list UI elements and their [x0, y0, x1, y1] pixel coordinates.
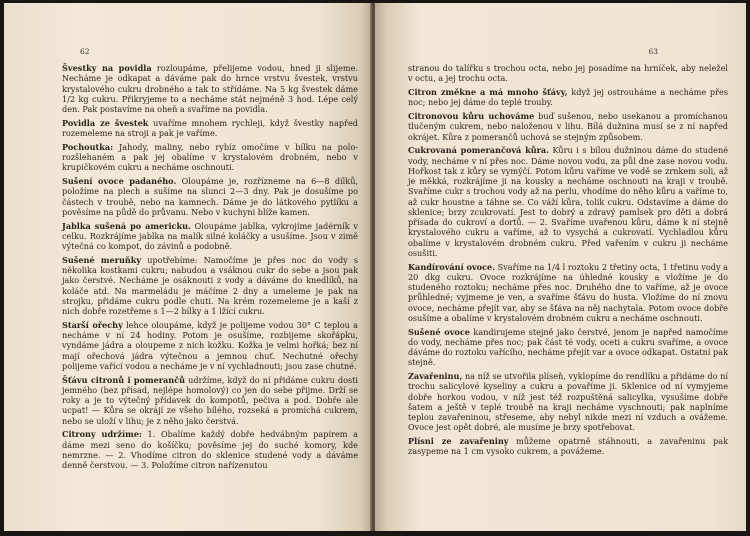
paragraph-heading: Cukrovaná pomerančová kůra.: [408, 145, 549, 156]
left-page: [4, 3, 372, 531]
paragraph-heading: Citrony udržíme:: [62, 429, 142, 440]
paragraph: [408, 145, 728, 258]
paragraph: [62, 176, 358, 217]
paragraph-heading: Šťávu citronů i pomerančů: [62, 374, 186, 385]
paragraph-body: rozloupáme, přelijeme vodou, hned ji slijeme. Necháme je odkapat a dáváme pak do hrnce vrstvu švestek, vrstvu krystalového cukru drobného a tak to střídáme. Na 5 kg švestek dáme 1/2 kg cukru. Přikryjeme to a necháme stát nejméně 3 hod. Lépe celý den. Pak postavíme na oheň a svaříme na povidla.: [62, 63, 358, 114]
paragraph-heading: Povidla ze švestek: [62, 117, 149, 128]
paragraph-body: buď sušenou, nebo usekanou a promíchanou tlučeným cukrem, nebo naloženou v lihu. Bílá dužnina musí se z ní napřed okrájet. Kůra z pomerančů uchová se stejným způsobem.: [408, 111, 728, 142]
paragraph-heading: Pochoutka:: [62, 141, 114, 152]
paragraph-body: uvaříme mnohem rychleji, když švestky napřed rozemeleme na stroji a pak je vaříme.: [62, 117, 358, 138]
paragraph-body: Oloupáme jablka, vykrojíme jadérník v celku. Rozkrájíme jablka na malík silné koláčky a usušíme. Jsou v zimě výtečná co kompot, do závinů a podobně.: [62, 220, 358, 251]
paragraph-body: když jej ostrouháme a necháme přes noc; nebo jej dáme do teplé trouby.: [408, 87, 728, 108]
paragraph-heading: Sušení ovoce padaného.: [62, 176, 177, 186]
book-spread: [4, 3, 746, 531]
paragraph: [408, 371, 728, 433]
paragraph-heading: Zavařeninu,: [408, 371, 463, 381]
paragraph-body: upotřebíme: Namočíme je přes noc do vody s několika kostkami cukru; nabudou a vsáknou cukr do sebe a jsou pak jako čerstvé. Necháme je osáknouti z vody a dáváme do knedlíků, na koláče atd. Na marmeládu je máčíme 2 dny a umeleme je pak na strojku, přidáme cukru podle chuti. Na krém rozemeleme je a kaší z nich dobře rozetřeme s 1—2 bílky a 1 lžící cukru.: [62, 254, 359, 316]
paragraph-heading: Kandírování ovoce.: [408, 261, 496, 272]
paragraph: [408, 436, 728, 457]
paragraph-heading: Sušené meruňky: [62, 254, 142, 265]
paragraph-body: Jahody, maliny, nebo rybíz omočíme v bílku na polo-rozšlehaném a pak jej obalíme v krystalovém drobném, nebo v krupičkovém cukru a necháme oschnouti.: [62, 141, 358, 173]
paragraph: [408, 63, 728, 84]
paragraph: [62, 255, 358, 317]
paragraph: [62, 375, 358, 426]
paragraph-heading: Citronovou kůru uchováme: [408, 111, 535, 121]
paragraph-body: Kůru i s bílou dužninou dáme do studené vody, necháme v ní přes noc. Dáme novou vodu, za půl dne zase novou vodu. Hořkost tak z kůry se vymýčí. Potom kůru vaříme ve vodě se zrnkem soli, až je měkká, rozkrájíme ji na kousky a necháme oschnouti na kraji v troubě. Svaříme cukr s trochou vody až na perlu, vhodíme do něho kůru a vaříme to, až cukr houstne a táhne se. Co váží kůra, tolik cukru. Odstavíme a dáme do sklenice; brzy zcukrovatí. Jest to dobrý a zdravý pamlsek pro děti a dobrá přísada do cukroví a dortů. — 2. Svaříme uvařenou kůru, dáme k ní stejně krystalového cukru a vaříme, až to vysychá a cukrovatí. Vychladlou kůru obalíme v krystalovém drobném cukru. Před vařením v cukru ji necháme osušiti.: [408, 145, 729, 258]
paragraph-body: Oloupáme je, rozřízneme na 6—8 dílků, položíme na plech a sušíme na slunci 2—3 dny. Pak je dosušíme po částech v troubě, nebo na kamnech. Dáme je do látkového pytlíku a pověsíme na půdě do průvanu. Nebo v kuchyni blíže kamen.: [62, 176, 359, 217]
paragraph-heading: Švestky na povidla: [62, 63, 152, 73]
paragraph: [408, 111, 728, 142]
paragraph: [62, 142, 358, 173]
paragraph: [62, 63, 358, 114]
right-page: [375, 3, 746, 531]
paragraph-heading: Sušené ovoce: [408, 326, 470, 337]
page-number-left: 62: [80, 47, 90, 56]
paragraph-body: 1. Obalíme každý dobře hedvábným papírem a dáme mezi seno do košíčku; pověsíme jej do suché komory, kde nemrzne. — 2. Vhodíme citron do sklenice studené vody a dáváme denně čerstvou. — 3. Položíme citron nařízenutou: [62, 429, 358, 470]
paragraph-body: stranou do talířku s trochou octa, nebo jej posadíme na hrníček, aby neležel v octu, a jej trochu octa.: [408, 63, 728, 84]
paragraph: [62, 320, 358, 371]
paragraph-body: udržíme, když do ní přidáme cukru dosti jemného (bez přísad, nejlépe homolový) co jen do sebe přijme. Drží se roky a je to výtečný přídavek do kompotů, pečiva a pod. Dobře ale ucpat! — Kůra se okrájí ze všeho bílého, rozseká a promíchá cukrem, nebo se uloží v lihu; je z něho jako čerstvá.: [62, 374, 359, 426]
paragraph: [408, 87, 728, 108]
paragraph-body: můžeme opatrně stáhnouti, a zavařeninu pak zasypeme na 1 cm vysoko cukrem, a povážeme.: [408, 436, 728, 457]
paragraph: [408, 327, 728, 368]
paragraph: [62, 221, 358, 252]
paragraph: [408, 262, 728, 324]
left-page-text: [62, 63, 358, 470]
paragraph: [62, 429, 358, 470]
paragraph-heading: Jablka sušená po americku.: [62, 220, 191, 231]
paragraph-heading: Plísni ze zavařeniny: [408, 436, 509, 446]
paragraph-body: kandirujeme stejně jako čerstvé, jenom je napřed namočíme do vody, necháme přes noc; pak část té vody, oceti a cukru svaříme, a ovoce dáváme do roztoku vařícího, necháme přejít var a ovoce odkapat. Ostatní pak stejně.: [408, 326, 728, 368]
paragraph: [62, 118, 358, 139]
paragraph-body: lehce oloupáme, když je polijeme vodou 30° C teplou a necháme v ní 24 hodiny. Potom je osušíme, rozbijeme skořápku, vyndáme jádra a oloupeme z nich kožku. Kožka je velmi hořká; bez ní mají ořechová jádra výtečnou a jemnou chuť. Nechutné ořechy polijeme vařící vodou a necháme je v ní vychladnouti; jsou zase chutné.: [62, 319, 358, 371]
page-number-right: 63: [648, 47, 658, 56]
right-page-text: [408, 63, 728, 457]
paragraph-heading: Citron změkne a má mnoho šťávy,: [408, 87, 568, 97]
paragraph-heading: Starší ořechy: [62, 319, 123, 330]
paragraph-body: na níž se utvořila plíseň, vyklopíme do rendlíku a přidáme do ní trochu salicylové kyseliny a cukru a povaříme ji. Sklenice od ní vymyjeme dobře horkou vodou, v níž jest též rozpuštěná salicylka, vysušíme dobře šatem a ještě v teplé troubě na kraji necháme vyschnouti; pak naplníme teplou zavařeninou, střeseme, aby nebyl nikde mezi ní vzduch a ovážeme. Ovoce jest opět dobré, ale musíme je brzy spotřebovat.: [408, 371, 728, 433]
paragraph-body: Svaříme na 1/4 l roztoku 2 třetiny octa, 1 třetinu vody a 20 dkg cukru. Ovoce rozkrájíme na úhledné kousky a vložíme je do studeného roztoku; necháme přes noc. Druhého dne to vaříme, až je ovoce průhledné; vyjmeme je ven, a svaříme šťávu do husta. Vložíme do ní znovu ovoce, necháme přejít var, aby se šťáva na něj nachytala. Potom ovoce dobře osušíme a obalíme v krystalovém drobném cukru a necháme oschnouti.: [408, 261, 728, 323]
